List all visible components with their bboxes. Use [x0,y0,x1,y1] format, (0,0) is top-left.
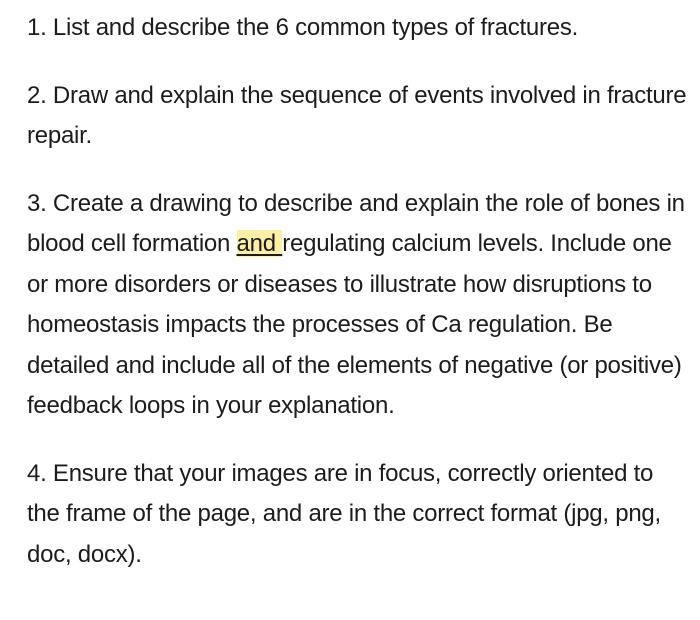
assignment-document [27,8,687,575]
question-4: 4. Ensure that your images are in focus, correctly oriented to the frame of the page, and are in the correct format (jpg, png, doc, docx). [27,459,661,568]
highlighted-word: and [236,230,283,257]
question-3 [27,184,687,427]
question-3-text-after: regulating calcium levels. Include one or more disorders or diseases to illustrate how disruptions to homeostasis impacts the processes of Ca regulation. Be detailed and include all of the elements of negative (or positive) feedback loops in your explanation. [27,230,682,419]
question-1: 1. List and describe the 6 common types of fractures. [27,14,579,41]
question-3-text-before: 3. Create a drawing to describe and explain the role of bones in blood cell formation [27,189,685,257]
question-2: 2. Draw and explain the sequence of events involved in fracture repair. [27,81,687,149]
